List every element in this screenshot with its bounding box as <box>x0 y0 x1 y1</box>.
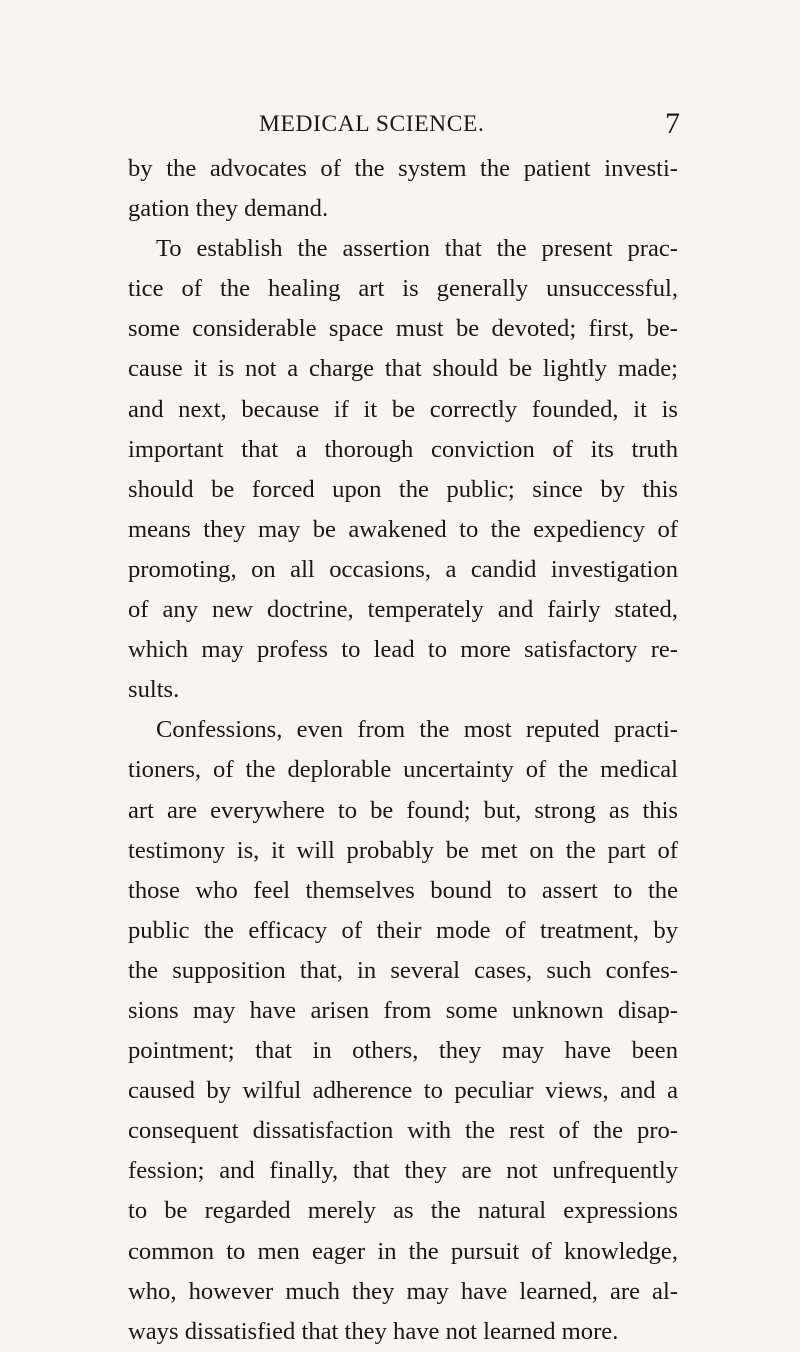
text-line: the supposition that, in several cases, such confes- <box>128 956 678 984</box>
text-line: sults. <box>128 676 180 704</box>
text-line: Confessions, even from the most reputed practi- <box>156 716 678 744</box>
text-line: fession; and finally, that they are not unfrequently <box>128 1157 678 1185</box>
text-line: caused by wilful adherence to peculiar views, and a <box>128 1077 678 1105</box>
page-number: 7 <box>665 107 680 140</box>
text-line: important that a thorough conviction of its truth <box>128 435 678 463</box>
text-line: of any new doctrine, temperately and fairly stated, <box>128 596 678 624</box>
text-line: art are everywhere to be found; but, strong as this <box>128 796 678 824</box>
text-line: public the efficacy of their mode of treatment, by <box>128 916 678 944</box>
text-line: promoting, on all occasions, a candid investigation <box>128 555 678 583</box>
body-text <box>128 149 678 1352</box>
text-line: by the advocates of the system the patient investi- <box>128 155 678 182</box>
text-line: tioners, of the deplorable uncertainty of the medical <box>128 756 678 784</box>
text-line: which may profess to lead to more satisfactory re- <box>128 636 678 664</box>
text-line: who, however much they may have learned, are al- <box>128 1277 678 1305</box>
text-line: To establish the assertion that the present prac- <box>156 235 678 263</box>
text-line: common to men eager in the pursuit of knowledge, <box>128 1237 678 1265</box>
text-line: and next, because if it be correctly founded, it is <box>128 395 678 423</box>
text-line: ways dissatisfied that they have not learned more. <box>128 1317 619 1345</box>
text-line: cause it is not a charge that should be lightly made; <box>128 355 678 383</box>
text-line: those who feel themselves bound to assert to the <box>128 876 678 904</box>
text-line: testimony is, it will probably be met on the part of <box>128 836 678 864</box>
text-line: sions may have arisen from some unknown disap- <box>128 996 678 1024</box>
text-line: should be forced upon the public; since by this <box>128 475 678 503</box>
text-line: gation they demand. <box>128 195 329 223</box>
text-line: pointment; that in others, they may have been <box>128 1037 678 1065</box>
text-line: some considerable space must be devoted; first, be- <box>128 315 678 343</box>
text-line: means they may be awakened to the expediency of <box>128 515 678 543</box>
text-line: tice of the healing art is generally unsuccessful, <box>128 275 678 303</box>
running-title: MEDICAL SCIENCE. <box>259 111 485 137</box>
running-head <box>120 107 680 147</box>
text-line: to be regarded merely as the natural expressions <box>128 1197 678 1225</box>
text-line: consequent dissatisfaction with the rest of the pro- <box>128 1117 678 1145</box>
